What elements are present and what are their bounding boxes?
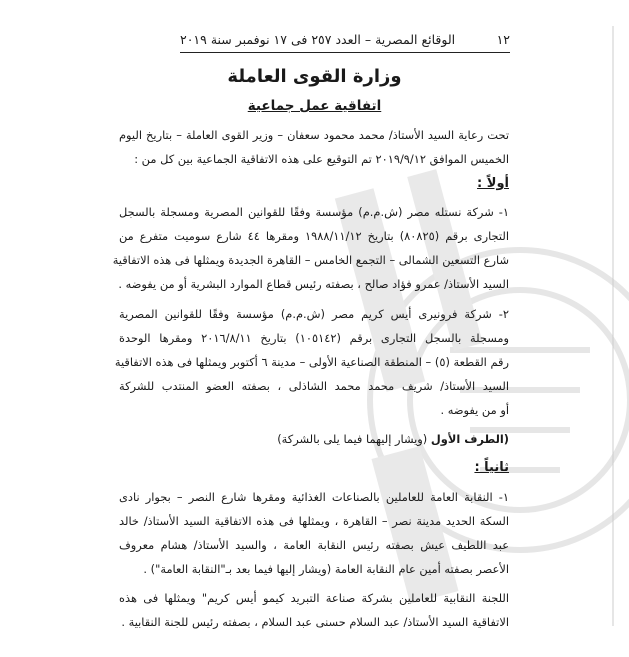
paragraph-line: التجارى برقم (٨٠٨٢٥) بتاريخ ١٩٨٨/١١/١٢ ومقرها ٤٤ شارع سوميت متفرع من — [119, 229, 509, 243]
paragraph-line: السيد الأستاذ/ عمرو فؤاد صالح ، بصفته رئيس قطاع الموارد البشرية أو من يفوضه . — [118, 277, 509, 291]
page-header — [180, 28, 510, 50]
paragraph-line: ٢- شركة فرونيرى أيس كريم مصر (ش.م.م) مؤسسة وفقًا للقوانين المصرية — [119, 307, 509, 321]
paragraph-line: أو من يفوضه . — [440, 403, 509, 417]
header-divider — [180, 52, 510, 53]
page-title: وزارة القوى العاملة — [227, 66, 402, 87]
paragraph-line: السكة الحديد مدينة نصر – القاهرة ، ويمثلها فى هذه الاتفاقية السيد الأستاذ/ خالد — [119, 514, 509, 528]
page-number: ١٢ — [496, 31, 510, 47]
margin-line-icon — [609, 26, 617, 626]
section-heading-second: ثانياً : — [474, 460, 509, 475]
party-note: (ويشار إليهما فيما يلى بالشركة) — [277, 432, 428, 446]
paragraph-line: ١- النقابة العامة للعاملين بالصناعات الغذائية ومقرها شارع النصر – بجوار نادى — [119, 490, 509, 504]
paragraph-line: شارع التسعين الشمالى – التجمع الخامس – القاهرة الجديدة ويمثلها فى هذه الاتفاقية — [112, 253, 509, 267]
page-subtitle: اتفاقية عمل جماعية — [247, 98, 382, 114]
paragraph-line: اللجنة النقابية للعاملين بشركة صناعة التبريد كيمو أيس كريم" ويمثلها فى هذه — [119, 591, 509, 605]
section-heading-first: أولاً : — [477, 176, 509, 191]
party-designation — [277, 432, 509, 446]
paragraph-line: الأعصر بصفته أمين عام النقابة العامة (ويشار إليها فيما بعد بـ"النقابة العامة") . — [143, 562, 509, 576]
paragraph-line: ومسجلة بالسجل التجارى برقم (١٠٥١٤٢) بتاريخ ٢٠١٦/٨/١١ ومقرها الوحدة — [119, 331, 509, 345]
paragraph-line: السيد الأستاذ/ شريف محمد محمد الشاذلى ، بصفته العضو المنتدب للشركة — [119, 379, 509, 393]
paragraph-line: الاتفاقية السيد الأستاذ/ عبد السلام حسنى عبد السلام ، بصفته رئيس للجنة النقابية . — [121, 615, 509, 629]
paragraph-line: ١- شركة نستله مصر (ش.م.م) مؤسسة وفقًا للقوانين المصرية ومسجلة بالسجل — [119, 205, 509, 219]
paragraph-line: عبد اللطيف عيش بصفته رئيس النقابة العامة ، والسيد الأستاذ/ هشام معروف — [119, 538, 509, 552]
intro-line: تحت رعاية السيد الأستاذ/ محمد محمود سعفان – وزير القوى العاملة – بتاريخ اليوم — [119, 128, 509, 142]
publication-info: الوقائع المصرية – العدد ٢٥٧ فى ١٧ نوفمبر سنة ٢٠١٩ — [180, 31, 456, 47]
party-label: (الطرف الأول — [430, 432, 509, 446]
intro-line: الخميس الموافق ٢٠١٩/٩/١٢ تم التوقيع على هذه الاتفاقية الجماعية بين كل من : — [134, 152, 509, 166]
paragraph-line: رقم القطعة (٥) – المنطقة الصناعية الأولى – مدينة ٦ أكتوبر ويمثلها فى هذه الاتفاقية — [114, 355, 509, 369]
